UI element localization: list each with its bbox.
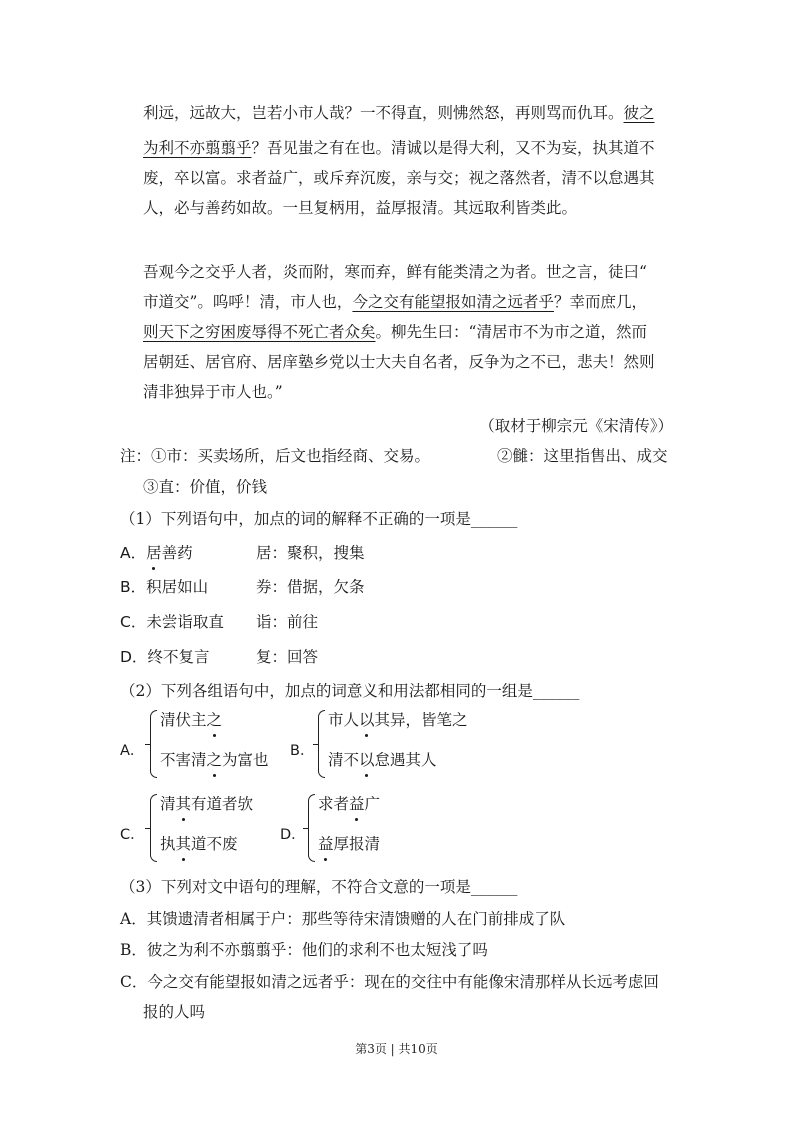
underlined-text: 为利不亦翦翦乎	[143, 139, 252, 157]
option-phrase: 未尝诣取直	[146, 613, 224, 631]
q2-option-a	[120, 706, 290, 786]
note-line-1: 注：①市：买卖场所，后文也指经商、交易。	[120, 447, 431, 465]
brace-icon	[318, 710, 325, 778]
option-letter: B．	[290, 743, 315, 759]
q3-option-b: B．彼之为利不亦翦翦乎：他们的求利不也太短浅了吗	[120, 941, 488, 959]
text: ？吾见蚩之有在也。清诚以是得大利，又不为妄，执其道不	[251, 139, 655, 157]
question-1-stem: （1）下列语句中，加点的词的解释不正确的一项是______	[120, 510, 518, 528]
text: 。柳先生曰：“清居市不为市之道，然而	[375, 323, 647, 341]
brace-line-2: 不害清之为富也	[160, 748, 269, 770]
page-number: 第3页 | 共10页	[355, 1042, 438, 1056]
q3-option-c: C．今之交有能望报如清之远者乎：现在的交往中有能像宋清那样从长远考虑回	[120, 973, 659, 991]
q1-option-a	[120, 543, 193, 563]
q1-option-c-gloss: 诣：前往	[256, 613, 319, 631]
brace-line-2: 益厚报清	[318, 832, 380, 854]
passage-line	[143, 292, 647, 312]
question-2-stem: （2）下列各组语句中，加点的词意义和用法都相同的一组是______	[120, 682, 580, 700]
brace-line-1: 求者益广	[318, 792, 380, 814]
brace-icon	[308, 794, 315, 862]
option-letter: D．	[120, 648, 148, 666]
option-letter: C．	[120, 827, 145, 843]
q3-option-a: A．其馈遗清者相属于户：那些等待宋清馈赠的人在门前排成了队	[120, 910, 566, 928]
q1-option-d	[120, 647, 209, 667]
passage-line: 废，卒以富。求者益广，或斥弃沉废，亲与交；视之落然者，清不以怠遇其	[143, 169, 655, 187]
text: 利远，远故大，岂若小市人哉？一不得直，则怫然怒，再则骂而仇耳。	[143, 104, 624, 122]
brace-line-1: 清其有道者欤	[160, 792, 253, 814]
passage-line: 清非独异于市人也。”	[143, 383, 283, 401]
passage-line: 吾观今之交乎人者，炎而附，寒而弃，鲜有能类清之为者。世之言，徒曰“	[143, 263, 647, 281]
q1-option-b-gloss: 券：借据，欠条	[256, 578, 365, 596]
dotted-char: 居	[146, 544, 162, 562]
q2-option-b	[290, 706, 490, 786]
question-3-stem: （3）下列对文中语句的理解，不符合文意的一项是______	[120, 878, 518, 896]
note-line-1b: ②雠：这里指售出、成交	[497, 447, 668, 465]
option-letter: A．	[120, 743, 145, 759]
q2-option-c	[120, 790, 290, 870]
brace-icon	[150, 794, 157, 862]
underlined-text: 则天下之穷困废辱得不死亡者众矣	[143, 323, 376, 341]
option-phrase: 终不复言	[147, 648, 210, 666]
brace-line-2: 执其道不废	[160, 832, 238, 854]
brace-icon	[150, 710, 157, 778]
option-letter: B．	[120, 578, 147, 596]
option-phrase: 积居如山	[146, 578, 209, 596]
q1-option-a-gloss: 居：聚积，搜集	[256, 544, 365, 562]
source-citation: （取材于柳宗元《宋清传》）	[479, 417, 673, 435]
text: ？幸而庶几，	[553, 293, 647, 311]
q2-option-d	[280, 790, 450, 870]
underlined-text: 彼之	[623, 104, 655, 122]
note-line-2: ③直：价值，价钱	[143, 478, 268, 496]
q3-option-c-cont: 报的人吗	[143, 1003, 206, 1021]
brace-line-1: 清伏主之	[160, 708, 222, 730]
passage-line: 居朝廷、居官府、居庠塾乡党以士大夫自名者，反争为之不已，悲夫！然则	[143, 353, 655, 371]
brace-line-1: 市人以其异，皆笔之	[328, 708, 468, 730]
option-letter: C．	[120, 613, 147, 631]
option-letter: A．	[120, 544, 147, 562]
passage-line	[143, 103, 655, 123]
q1-option-d-gloss: 复：回答	[256, 648, 319, 666]
option-letter: D．	[280, 827, 306, 843]
passage-line	[143, 138, 655, 158]
text: 市道交”。呜呼！清，市人也，	[143, 293, 353, 311]
q1-option-b	[120, 577, 208, 597]
passage-line: 人，必与善药如故。一旦复柄用，益厚报清。其远取利皆类此。	[143, 199, 578, 217]
option-phrase: 居善药	[146, 544, 193, 562]
brace-line-2: 清不以怠遇其人	[328, 748, 437, 770]
underlined-text: 今之交有能望报如清之远者乎	[352, 293, 554, 311]
passage-line	[143, 322, 647, 342]
q1-option-c	[120, 612, 224, 632]
